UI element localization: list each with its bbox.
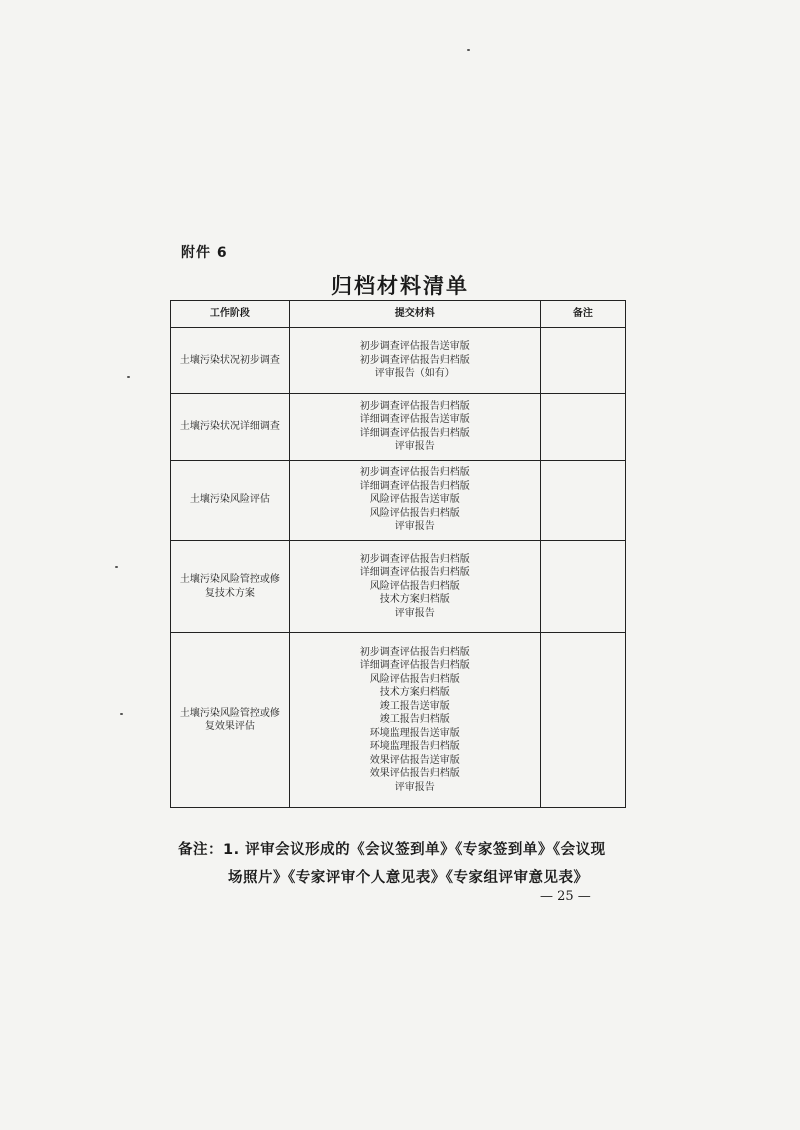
material-item: 风险评估报告归档版	[369, 580, 460, 592]
material-item: 评审报告	[394, 441, 435, 453]
table-row	[171, 540, 626, 632]
material-item: 初步调查评估报告归档版	[359, 646, 470, 658]
materials-cell	[289, 540, 540, 632]
material-item: 技术方案归档版	[379, 594, 450, 606]
material-item: 竣工报告送审版	[379, 700, 450, 712]
material-item: 效果评估报告归档版	[369, 768, 460, 780]
scan-speck	[467, 49, 470, 51]
scan-speck	[127, 376, 130, 378]
material-item: 详细调查评估报告归档版	[359, 660, 470, 672]
material-item: 详细调查评估报告归档版	[359, 427, 470, 439]
material-item: 风险评估报告归档版	[369, 673, 460, 685]
materials-cell	[289, 328, 540, 394]
scan-speck	[120, 713, 123, 715]
header-materials: 提交材料	[289, 301, 540, 328]
header-stage: 工作阶段	[171, 301, 290, 328]
stage-cell: 土壤污染状况初步调查	[171, 328, 290, 394]
material-item: 初步调查评估报告归档版	[359, 354, 470, 366]
material-item: 效果评估报告送审版	[369, 754, 460, 766]
document-title: 归档材料清单	[331, 274, 469, 298]
materials-cell	[289, 633, 540, 808]
material-item: 评审报告	[394, 607, 435, 619]
material-item: 详细调查评估报告归档版	[359, 480, 470, 492]
note-cell	[540, 460, 625, 540]
stage-cell: 土壤污染状况详细调查	[171, 394, 290, 460]
note-cell	[540, 394, 625, 460]
attachment-label: 附件 6	[181, 245, 228, 261]
material-item: 详细调查评估报告送审版	[359, 414, 470, 426]
header-note: 备注	[540, 301, 625, 328]
material-item: 环境监理报告送审版	[369, 727, 460, 739]
material-item: 初步调查评估报告归档版	[359, 467, 470, 479]
material-item: 风险评估报告送审版	[369, 494, 460, 506]
materials-cell	[289, 394, 540, 460]
table-row	[171, 460, 626, 540]
scan-speck	[115, 566, 118, 568]
table-header-row	[171, 301, 626, 328]
material-item: 详细调查评估报告归档版	[359, 567, 470, 579]
footnote	[178, 836, 648, 892]
material-item: 评审报告	[394, 781, 435, 793]
stage-cell: 土壤污染风险管控或修复技术方案	[171, 540, 290, 632]
materials-table	[170, 300, 626, 808]
material-item: 评审报告（如有）	[374, 368, 455, 380]
table-row	[171, 328, 626, 394]
footnote-line-1: 备注：1. 评审会议形成的《会议签到单》《专家签到单》《会议现	[178, 842, 606, 858]
material-item: 环境监理报告归档版	[369, 741, 460, 753]
footnote-line-2: 场照片》《专家评审个人意见表》《专家组评审意见表》	[228, 870, 589, 886]
table-body	[171, 328, 626, 808]
material-item: 初步调查评估报告归档版	[359, 553, 470, 565]
note-cell	[540, 540, 625, 632]
material-item: 风险评估报告归档版	[369, 507, 460, 519]
table-row	[171, 394, 626, 460]
note-cell	[540, 633, 625, 808]
table-row	[171, 633, 626, 808]
material-item: 竣工报告归档版	[379, 714, 450, 726]
material-item: 技术方案归档版	[379, 687, 450, 699]
stage-cell: 土壤污染风险评估	[171, 460, 290, 540]
material-item: 评审报告	[394, 521, 435, 533]
stage-cell: 土壤污染风险管控或修复效果评估	[171, 633, 290, 808]
material-item: 初步调查评估报告送审版	[359, 341, 470, 353]
note-cell	[540, 328, 625, 394]
materials-cell	[289, 460, 540, 540]
material-item: 初步调查评估报告归档版	[359, 400, 470, 412]
page-number: — 25 —	[540, 889, 591, 904]
